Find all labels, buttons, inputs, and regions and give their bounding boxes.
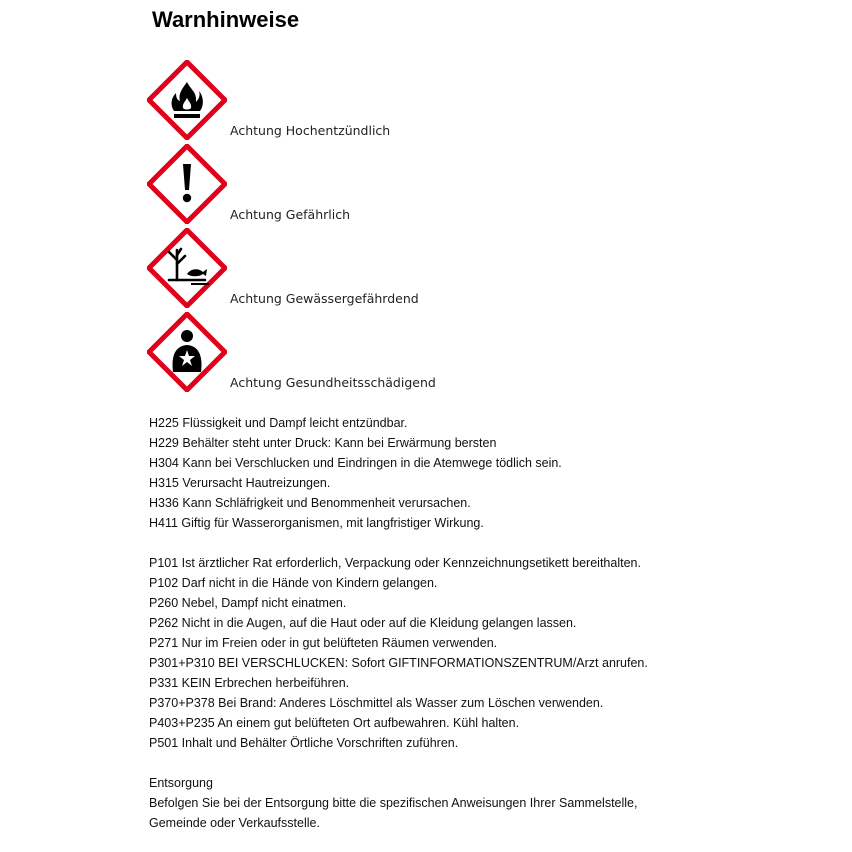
exclamation-icon	[147, 144, 227, 224]
precautionary-statement: P403+P235 An einem gut belüfteten Ort aufbewahren. Kühl halten.	[149, 716, 520, 730]
hazard-statements	[149, 413, 829, 533]
pictogram-label: Achtung Gesundheitsschädigend	[230, 375, 436, 390]
pictogram-row-environment	[147, 228, 447, 312]
disposal-section	[149, 773, 829, 833]
spacer	[149, 533, 829, 553]
pictogram-row-harmful	[147, 144, 447, 228]
pictogram-row-health	[147, 312, 447, 396]
hazard-statement: H336 Kann Schläfrigkeit und Benommenheit verursachen.	[149, 496, 471, 510]
environment-icon	[147, 228, 227, 308]
disposal-heading: Entsorgung	[149, 776, 213, 790]
precautionary-statement: P260 Nebel, Dampf nicht einatmen.	[149, 596, 347, 610]
precautionary-statement: P370+P378 Bei Brand: Anderes Löschmittel als Wasser zum Löschen verwenden.	[149, 696, 604, 710]
disposal-text: Befolgen Sie bei der Entsorgung bitte die spezifischen Anweisungen Ihrer Sammelstelle,	[149, 796, 638, 810]
hazard-statement: H225 Flüssigkeit und Dampf leicht entzündbar.	[149, 416, 408, 430]
hazard-statement: H304 Kann bei Verschlucken und Eindringen in die Atemwege tödlich sein.	[149, 456, 562, 470]
hazard-statement: H315 Verursacht Hautreizungen.	[149, 476, 331, 490]
precautionary-statement: P271 Nur im Freien oder in gut belüfteten Räumen verwenden.	[149, 636, 498, 650]
precautionary-statement: P501 Inhalt und Behälter Örtliche Vorschriften zuführen.	[149, 736, 459, 750]
page-title: Warnhinweise	[152, 7, 300, 32]
precautionary-statements	[149, 553, 829, 753]
precautionary-statement: P331 KEIN Erbrechen herbeiführen.	[149, 676, 350, 690]
pictogram-row-flammable	[147, 60, 447, 144]
precautionary-statement: P262 Nicht in die Augen, auf die Haut oder auf die Kleidung gelangen lassen.	[149, 616, 577, 630]
statements-block	[149, 413, 829, 833]
precautionary-statement: P102 Darf nicht in die Hände von Kindern gelangen.	[149, 576, 438, 590]
pictogram-list	[147, 60, 447, 396]
pictogram-label: Achtung Hochentzündlich	[230, 123, 391, 138]
flame-icon	[147, 60, 227, 140]
precautionary-statement: P101 Ist ärztlicher Rat erforderlich, Verpackung oder Kennzeichnungsetikett bereithalten.	[149, 556, 641, 570]
hazard-statement: H229 Behälter steht unter Druck: Kann bei Erwärmung bersten	[149, 436, 497, 450]
spacer	[149, 753, 829, 773]
hazard-statement: H411 Giftig für Wasserorganismen, mit langfristiger Wirkung.	[149, 516, 484, 530]
disposal-text: Gemeinde oder Verkaufsstelle.	[149, 816, 320, 830]
pictogram-label: Achtung Gewässergefährdend	[230, 291, 419, 306]
pictogram-label: Achtung Gefährlich	[230, 207, 351, 222]
health-hazard-icon	[147, 312, 227, 392]
precautionary-statement: P301+P310 BEI VERSCHLUCKEN: Sofort GIFTINFORMATIONSZENTRUM/Arzt anrufen.	[149, 656, 648, 670]
